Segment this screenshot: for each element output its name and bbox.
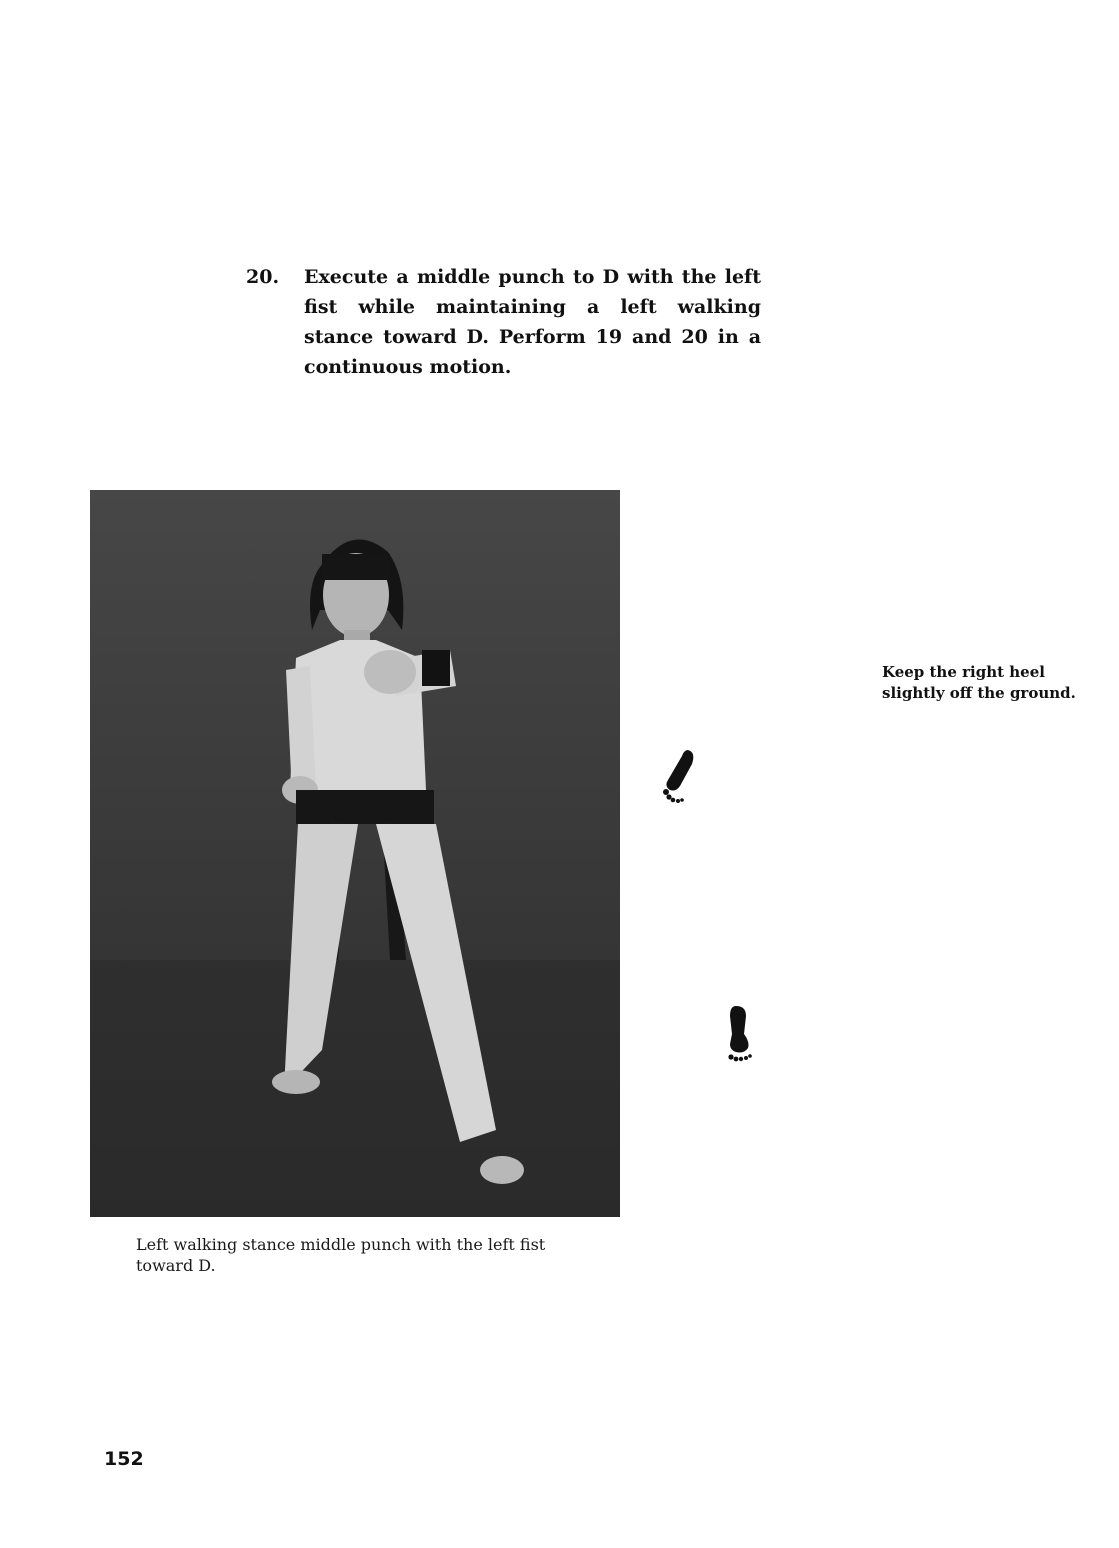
photo-illustration xyxy=(90,490,620,1217)
page-number: 152 xyxy=(104,1448,144,1470)
foot-diagram-note: Keep the right heel slightly off the ground. xyxy=(882,663,1076,702)
photo-caption: Left walking stance middle punch with the left fist toward D. xyxy=(136,1235,546,1275)
left-footprint-icon xyxy=(658,746,702,804)
technique-photo xyxy=(90,490,620,1217)
step-text: Execute a middle punch to D with the left fist while maintaining a left walking stance toward D. Perform 19 and 20 in a continuous motion. xyxy=(304,266,761,378)
right-footprint-icon xyxy=(722,1004,756,1064)
instruction-step xyxy=(246,262,761,382)
step-number: 20. xyxy=(246,266,280,288)
